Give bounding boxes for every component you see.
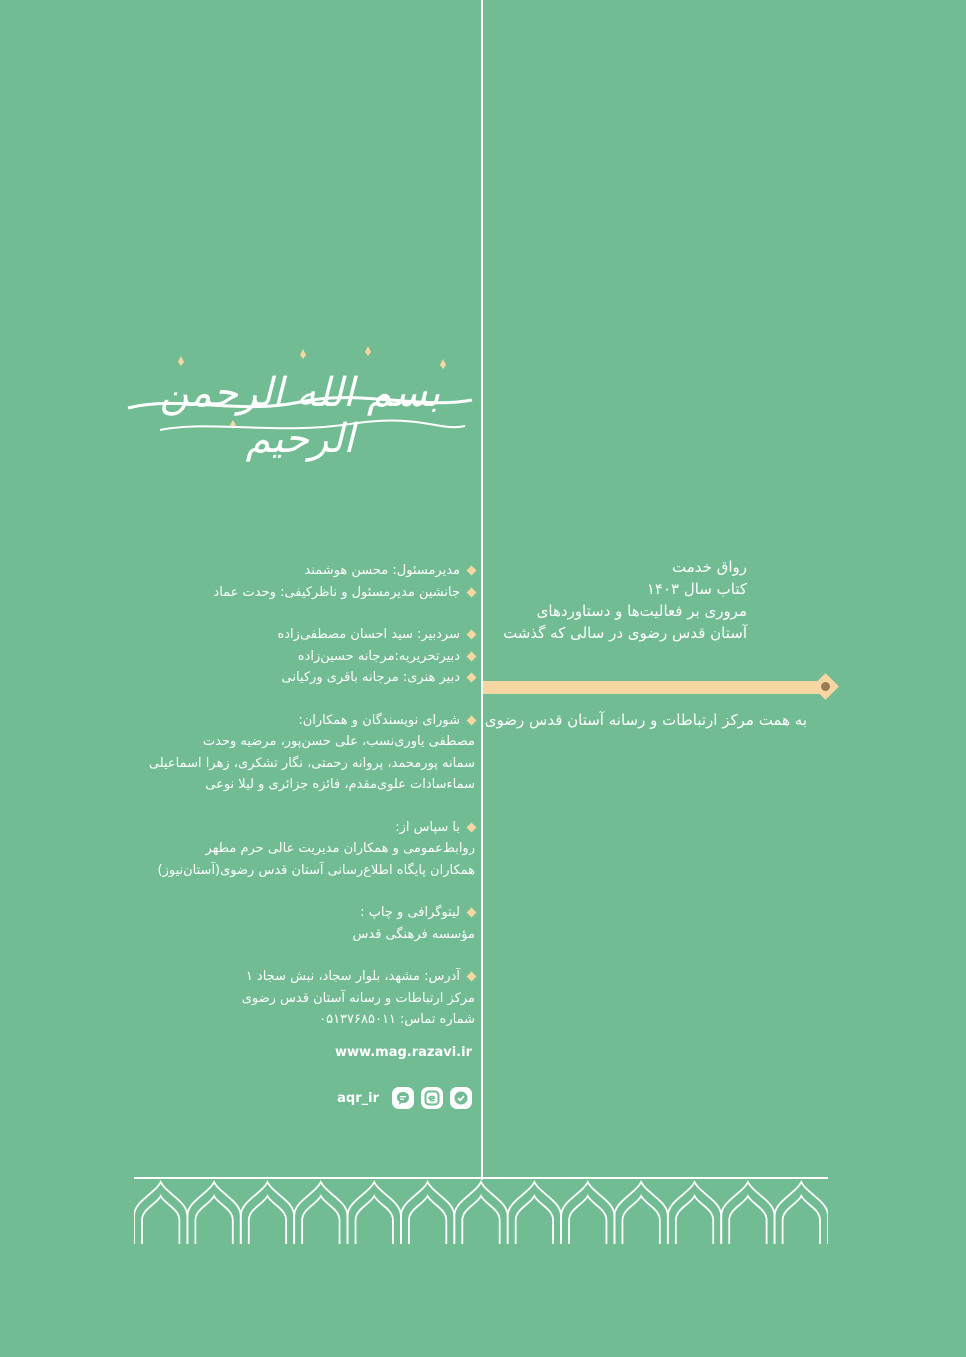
inner-arch-shape bbox=[783, 1196, 820, 1244]
inner-arch-shape bbox=[516, 1196, 553, 1244]
diamond-bullet-icon bbox=[467, 651, 477, 661]
inner-arch-shape bbox=[356, 1196, 393, 1244]
thanks-group bbox=[140, 817, 475, 882]
editorial-group bbox=[140, 624, 475, 689]
website-link[interactable]: www.mag.razavi.ir bbox=[335, 1045, 472, 1060]
vertical-divider bbox=[481, 0, 483, 1180]
credit-line: جانشین مدیرمسئول و ناظرکیفی: وحدت عماد bbox=[140, 582, 475, 604]
credit-line: مدیرمسئول: محسن هوشمند bbox=[140, 560, 475, 582]
inner-arch-shape bbox=[409, 1196, 446, 1244]
social-handle[interactable]: aqr_ir bbox=[337, 1090, 379, 1106]
eitaa-icon[interactable] bbox=[421, 1087, 443, 1109]
address-group bbox=[140, 966, 475, 1031]
diamond-bullet-icon bbox=[467, 630, 477, 640]
inner-arch-shape bbox=[249, 1196, 286, 1244]
inner-arch-shape bbox=[676, 1196, 713, 1244]
inner-arch-shape bbox=[302, 1196, 339, 1244]
inner-arch-shape bbox=[462, 1196, 499, 1244]
diamond-bullet-icon bbox=[467, 972, 477, 982]
check-badge-icon[interactable] bbox=[450, 1087, 472, 1109]
writers-group bbox=[140, 710, 475, 796]
book-subtitle-line-1: مروری بر فعالیت‌ها و دستاوردهای bbox=[536, 602, 747, 620]
phone-line: شماره تماس: ۰۵۱۳۷۶۸۵۰۱۱ bbox=[319, 1012, 475, 1027]
book-subtitle-line-2: آستان قدس رضوی در سالی که گذشت bbox=[503, 624, 747, 642]
writers-line: مصطفی یاوری‌نسب، علی حسن‌پور، مرضیه وحدت bbox=[202, 734, 475, 749]
management-group bbox=[140, 560, 475, 603]
credit-line: آدرس: مشهد، بلوار سجاد، نبش سجاد ۱ bbox=[140, 966, 475, 988]
diamond-bullet-icon bbox=[467, 908, 477, 918]
publisher-credit: به همت مرکز ارتباطات و رسانه آستان قدس رضوی bbox=[484, 711, 807, 729]
inner-arch-shape bbox=[729, 1196, 766, 1244]
pattern-arches bbox=[134, 1182, 828, 1244]
printer-line: مؤسسه فرهنگی قدس bbox=[352, 926, 475, 942]
inner-arch-shape bbox=[622, 1196, 659, 1244]
diamond-bullet-icon bbox=[467, 822, 477, 832]
basmala-text: بسم الله الرحمن الرحیم bbox=[159, 370, 441, 462]
print-group bbox=[140, 902, 475, 945]
writers-line: سماءسادات علوی‌مقدم، فائزه جزائری و لیلا نوعی bbox=[205, 777, 475, 792]
thanks-line: همکاران پایگاه اطلاع‌رسانی آستان قدس رضوی(آستان‌نیوز) bbox=[157, 862, 475, 878]
credits bbox=[140, 560, 475, 1052]
diamond-bullet-icon bbox=[467, 673, 477, 683]
accent-bar bbox=[483, 681, 823, 694]
arch-pattern bbox=[134, 1176, 828, 1246]
chat-bubble-icon[interactable] bbox=[392, 1087, 414, 1109]
credit-line: لیتوگرافی و چاپ : bbox=[140, 902, 475, 924]
credit-line: شورای نویسندگان و همکاران: bbox=[140, 710, 475, 732]
book-info bbox=[497, 556, 747, 644]
credit-line: دبیر هنری: مرجانه باقری ورکیانی bbox=[140, 667, 475, 689]
book-year: کتاب سال ۱۴۰۳ bbox=[646, 580, 747, 598]
credit-line: دبیرتحریریه:مرجانه حسین‌زاده bbox=[140, 646, 475, 668]
inner-arch-shape bbox=[569, 1196, 606, 1244]
diamond-bullet-icon bbox=[467, 566, 477, 576]
credit-line: سردبیر: سید احسان مصطفی‌زاده bbox=[140, 624, 475, 646]
address-line: مرکز ارتباطات و رسانه آستان قدس رضوی bbox=[241, 990, 475, 1006]
basmala-calligraphy bbox=[120, 340, 480, 462]
credit-line: با سپاس از: bbox=[140, 817, 475, 839]
inner-arch-shape bbox=[142, 1196, 179, 1244]
diamond-bullet-icon bbox=[467, 587, 477, 597]
accent-bar-dot bbox=[821, 682, 830, 691]
diamond-bullet-icon bbox=[467, 715, 477, 725]
social-row bbox=[300, 1085, 472, 1111]
writers-line: سمانه پورمحمد، پروانه رحمتی، نگار تشکری، زهرا اسماعیلی bbox=[148, 755, 475, 771]
inner-arch-shape bbox=[195, 1196, 232, 1244]
book-series-title: رواق خدمت bbox=[672, 558, 747, 576]
thanks-line: روابط‌عمومی و همکاران مدیریت عالی حرم مطهر bbox=[205, 841, 475, 856]
